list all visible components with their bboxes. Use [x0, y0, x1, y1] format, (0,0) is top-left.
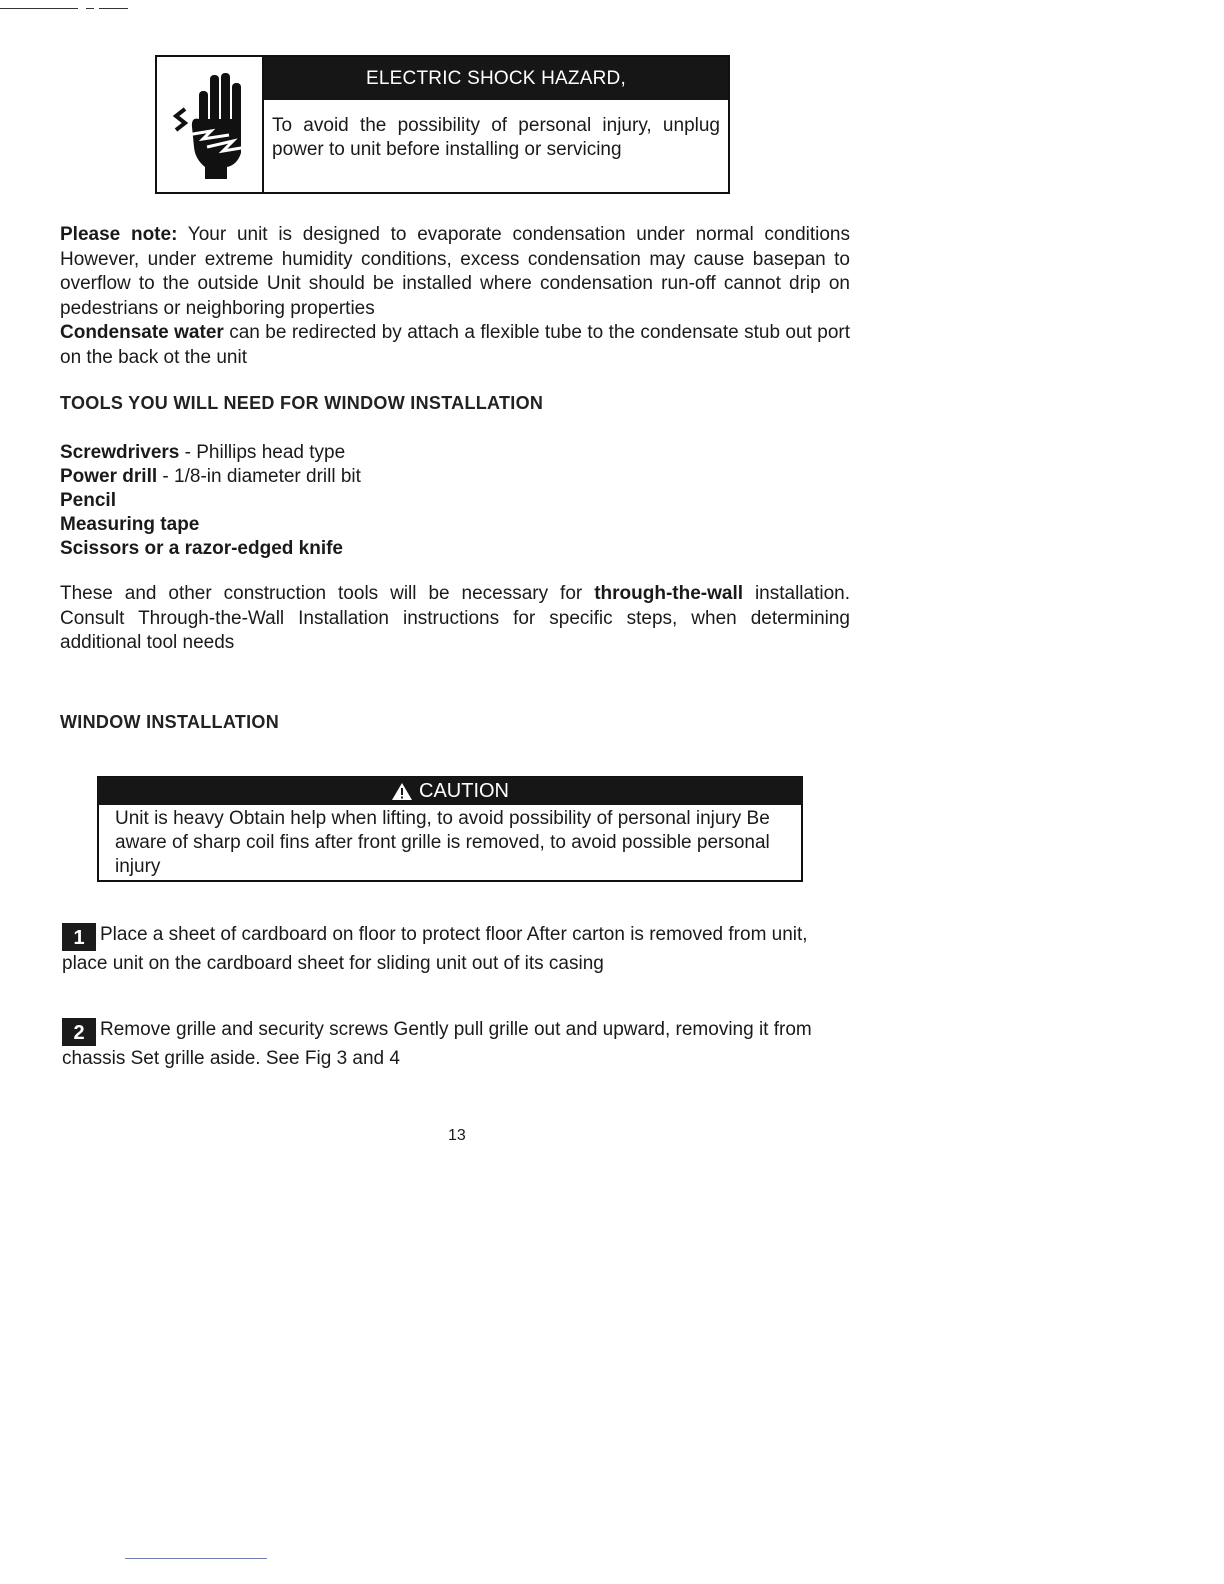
hazard-text: To avoid the possibility of personal injury, unplug power to unit before installing or servicing [272, 115, 720, 160]
top-rule-mid [86, 8, 94, 9]
step-number-badge: 2 [62, 1018, 96, 1046]
please-note-paragraph [60, 223, 850, 321]
top-rule-left [0, 8, 78, 9]
other-tools-paragraph [60, 582, 850, 656]
caution-text: Unit is heavy Obtain help when lifting, to avoid possibility of personal injury Be aware of sharp coil fins after front grille is removed, to avoid possible personal injury [115, 808, 770, 877]
bottom-rule [125, 1558, 267, 1559]
step-2 [62, 1017, 852, 1071]
please-note-text: Your unit is designed to evaporate condensation under normal conditions However, under extreme humidity conditions, excess condensation may cause basepan to overflow to the outside Unit should be installed where condensation run-off cannot drip on pedestrians or neighboring properties [60, 224, 850, 319]
tools-list [60, 441, 850, 561]
other-tools-before: These and other construction tools will be necessary for [60, 583, 595, 604]
electric-shock-hazard-box [155, 55, 730, 194]
tool-name: Measuring tape [60, 514, 200, 535]
electric-shock-hand-icon [167, 69, 253, 181]
condensate-paragraph [60, 321, 850, 370]
hazard-title: ELECTRIC SHOCK HAZARD, [264, 57, 728, 100]
warning-triangle-icon [391, 782, 413, 801]
caution-box [97, 776, 803, 882]
window-installation-heading: WINDOW INSTALLATION [60, 712, 279, 732]
tool-item [60, 513, 850, 537]
tool-name: Screwdrivers [60, 442, 180, 463]
condensate-label: Condensate water [60, 322, 224, 343]
tool-name: Power drill [60, 466, 158, 487]
caution-title: CAUTION [419, 780, 509, 802]
top-rule-right [99, 8, 128, 9]
step-1 [62, 922, 852, 976]
tool-item [60, 537, 850, 561]
step-text: Place a sheet of cardboard on floor to protect floor After carton is removed from unit, place unit on the cardboard sheet for sliding unit out of its casing [62, 924, 808, 974]
tool-name: Scissors or a razor-edged knife [60, 538, 343, 559]
step-number-badge: 1 [62, 923, 96, 951]
hazard-content [264, 57, 728, 192]
tool-item [60, 465, 850, 489]
hazard-icon-cell [157, 57, 264, 192]
other-tools-after: installation. Consult Through-the-Wall Installation instructions for specific steps, when determining additional tool needs [60, 583, 851, 653]
tool-detail: - Phillips head type [179, 442, 346, 463]
step-text: Remove grille and security screws Gently pull grille out and upward, removing it from chassis Set grille aside. See Fig 3 and 4 [62, 1019, 812, 1069]
caution-title-bar [98, 777, 802, 805]
tool-item [60, 441, 850, 465]
other-tools-bold: through-the-wall [594, 583, 743, 604]
tool-detail: - 1/8-in diameter drill bit [157, 466, 361, 487]
please-note-label: Please note: [60, 224, 178, 245]
page-number: 13 [448, 1127, 466, 1144]
tools-heading: TOOLS YOU WILL NEED FOR WINDOW INSTALLATION [60, 393, 544, 413]
tool-name: Pencil [60, 490, 116, 511]
condensate-text: can be redirected by attach a flexible tube to the condensate stub out port on the back ot the unit [60, 322, 850, 368]
tool-item [60, 489, 850, 513]
